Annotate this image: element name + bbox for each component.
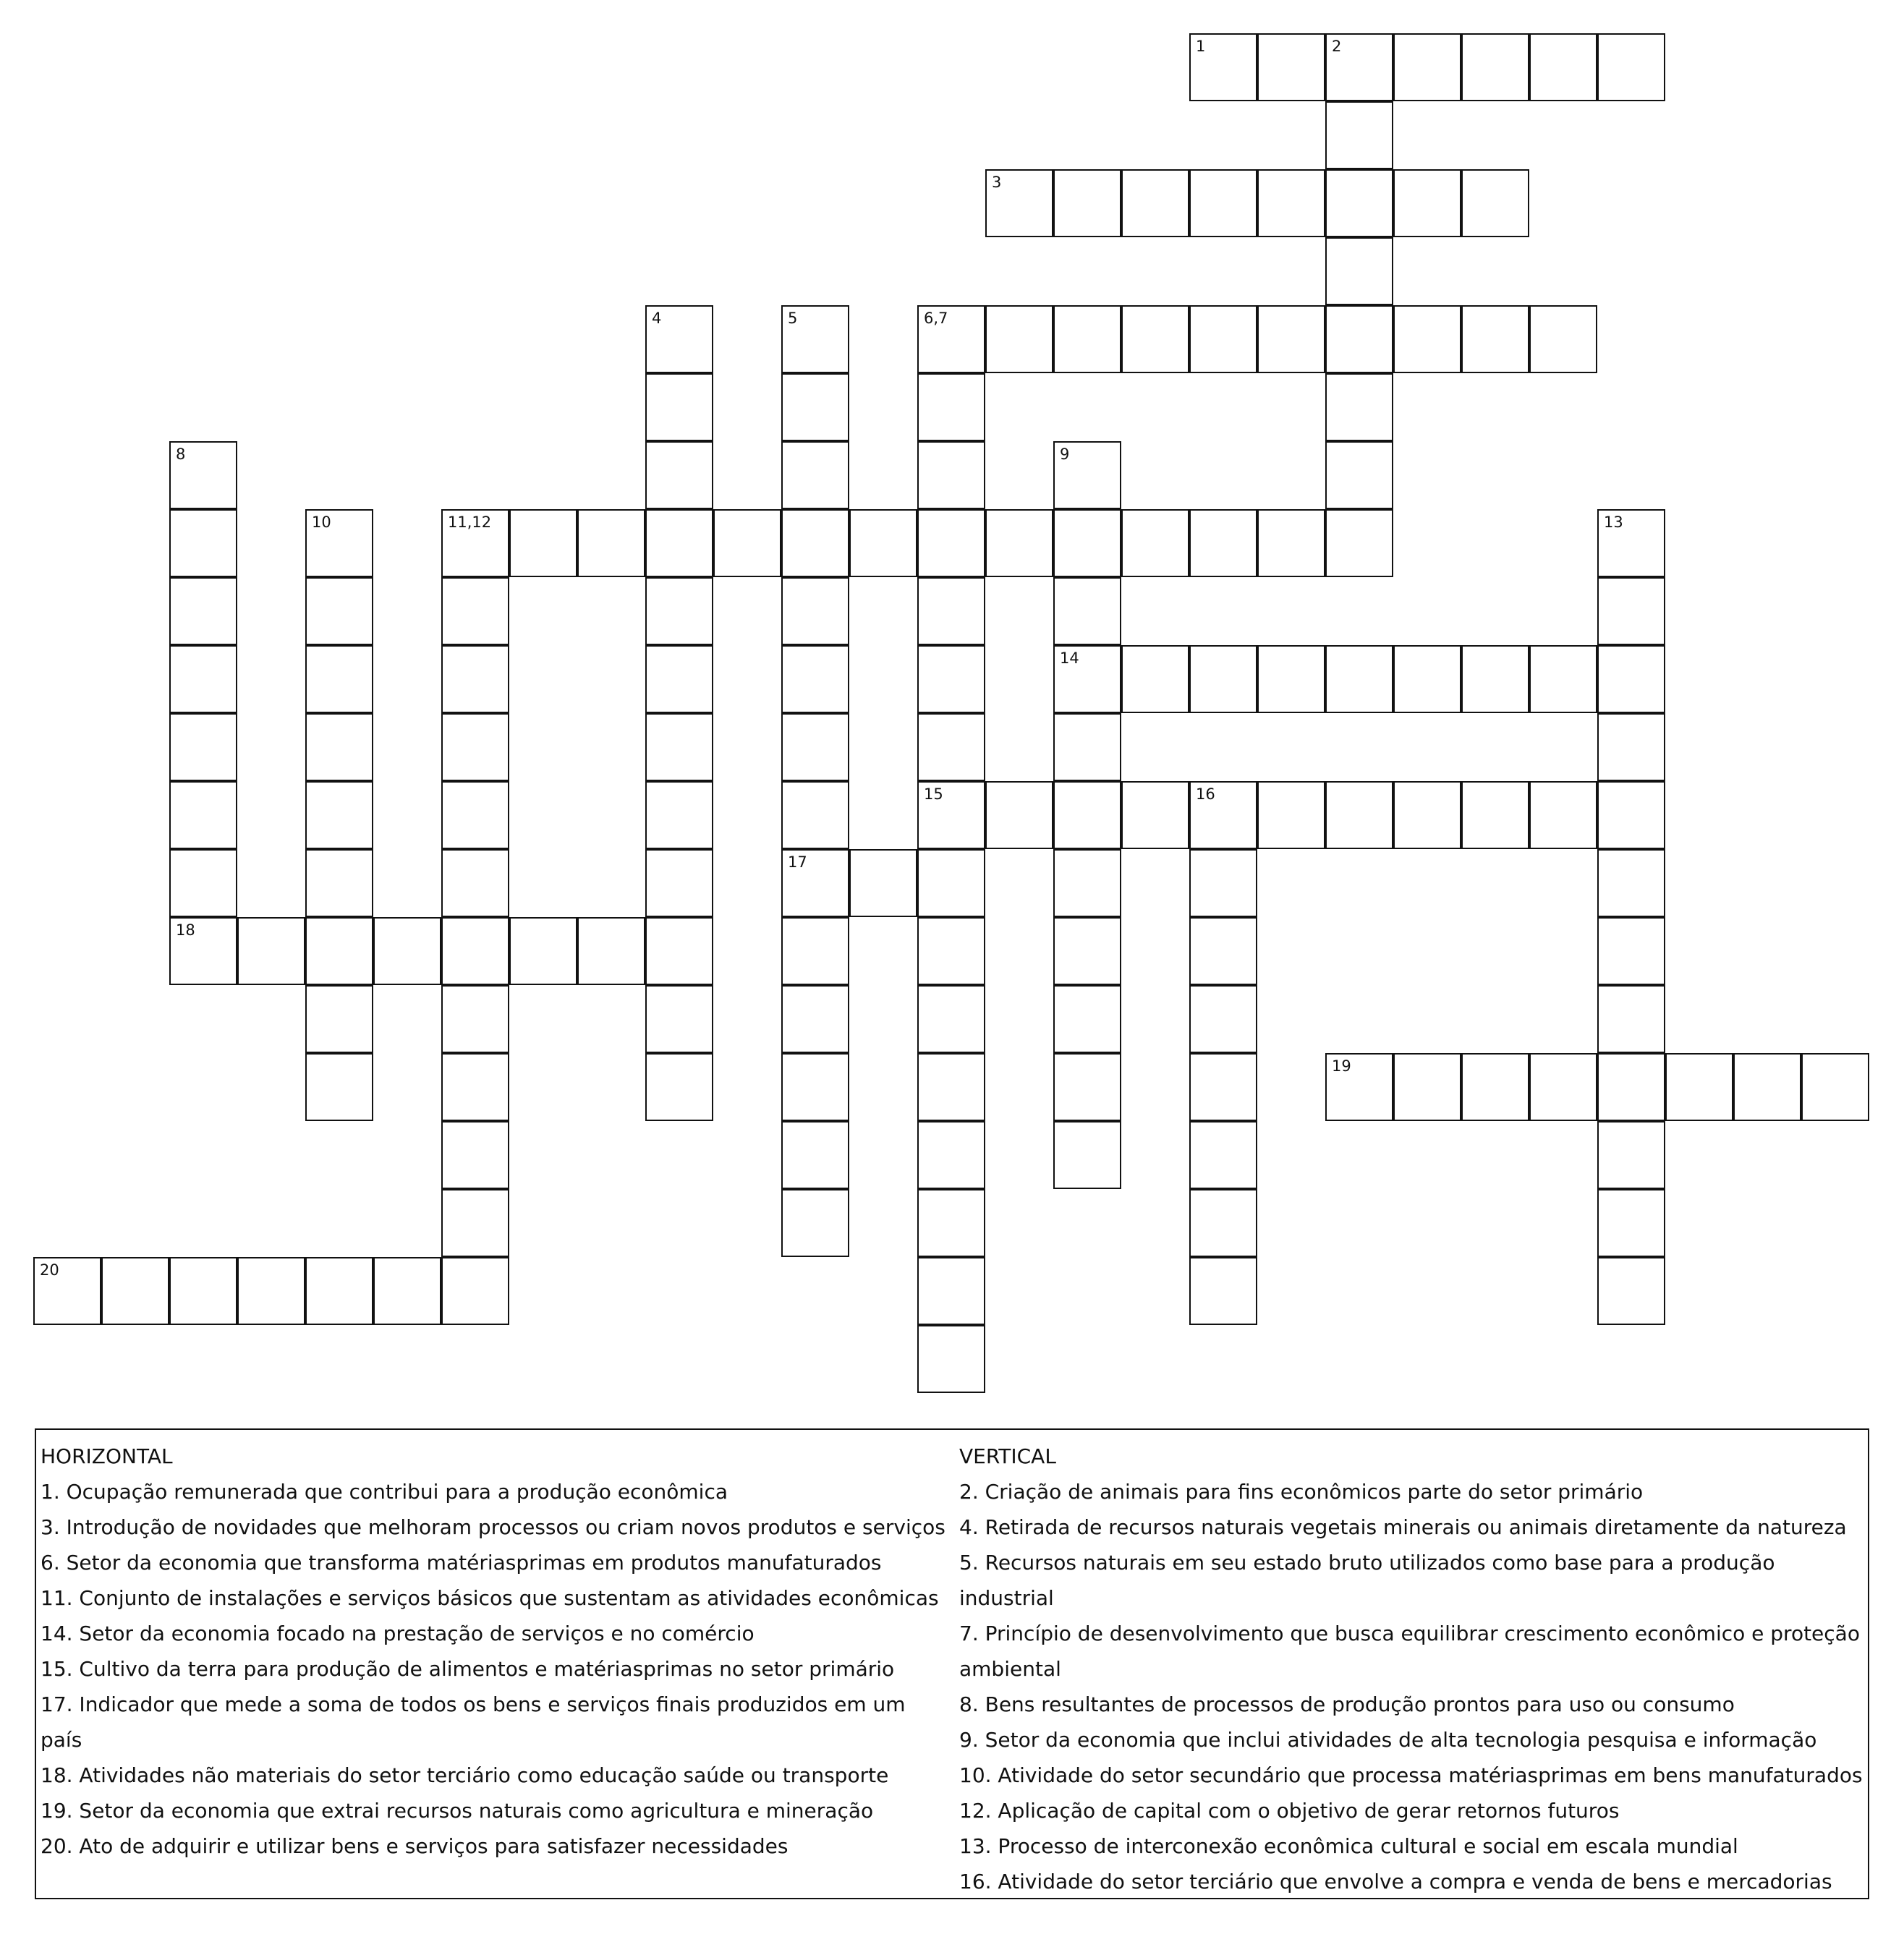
crossword-cell[interactable]: [1121, 169, 1189, 237]
crossword-cell[interactable]: [169, 849, 237, 917]
crossword-cell[interactable]: [781, 577, 849, 645]
crossword-cell[interactable]: [577, 509, 645, 577]
crossword-cell[interactable]: [1189, 781, 1257, 849]
crossword-cell[interactable]: [169, 713, 237, 781]
clue-number: 13: [1604, 514, 1623, 531]
crossword-cell[interactable]: [645, 577, 713, 645]
crossword-cell[interactable]: [781, 645, 849, 713]
crossword-cell[interactable]: [305, 849, 373, 917]
crossword-cell[interactable]: [781, 441, 849, 509]
crossword-cell[interactable]: [169, 781, 237, 849]
horizontal-clue: 14. Setor da economia focado na prestação de serviços e no comércio: [41, 1622, 755, 1645]
vertical-clue: 9. Setor da economia que inclui atividades de alta tecnologia pesquisa e informação: [959, 1728, 1817, 1752]
crossword-cell[interactable]: [917, 1121, 985, 1189]
crossword-cell[interactable]: [917, 577, 985, 645]
crossword-cell[interactable]: [237, 917, 305, 985]
crossword-cell[interactable]: [373, 917, 441, 985]
crossword-cell[interactable]: [917, 849, 985, 917]
crossword-cell[interactable]: [645, 917, 713, 985]
vertical-clue: 12. Aplicação de capital com o objetivo de gerar retornos futuros: [959, 1799, 1620, 1823]
crossword-cell[interactable]: [169, 509, 237, 577]
crossword-cell[interactable]: [1393, 781, 1461, 849]
crossword-cell[interactable]: [1189, 1121, 1257, 1189]
crossword-cell[interactable]: [441, 1257, 509, 1325]
crossword-cell[interactable]: [1461, 305, 1529, 373]
crossword-cell[interactable]: [441, 1121, 509, 1189]
crossword-cell[interactable]: [1121, 645, 1189, 713]
crossword-cell[interactable]: [985, 509, 1053, 577]
crossword-cell[interactable]: [1597, 849, 1665, 917]
horizontal-clue: 18. Atividades não materiais do setor terciário como educação saúde ou transporte: [41, 1763, 889, 1787]
crossword-cell[interactable]: [1325, 237, 1393, 305]
vertical-clue: 4. Retirada de recursos naturais vegetais minerais ou animais diretamente da natureza: [959, 1515, 1847, 1539]
crossword-cell[interactable]: [985, 305, 1053, 373]
crossword-cell[interactable]: [1121, 781, 1189, 849]
crossword-cell[interactable]: [917, 645, 985, 713]
crossword-cell[interactable]: [1189, 917, 1257, 985]
crossword-cell[interactable]: [917, 1257, 985, 1325]
crossword-cell[interactable]: [1257, 509, 1325, 577]
crossword-cell[interactable]: [1121, 509, 1189, 577]
crossword-cell[interactable]: [441, 1053, 509, 1121]
crossword-cell[interactable]: [781, 985, 849, 1053]
crossword-cell[interactable]: [1393, 169, 1461, 237]
clue-number: 6,7: [924, 310, 948, 327]
horizontal-clue: 20. Ato de adquirir e utilizar bens e serviços para satisfazer necessidades: [41, 1834, 789, 1858]
crossword-cell[interactable]: [781, 373, 849, 441]
crossword-cell[interactable]: [917, 917, 985, 985]
crossword-cell[interactable]: [1597, 1257, 1665, 1325]
clue-number: 2: [1332, 38, 1342, 55]
crossword-cell[interactable]: [1461, 169, 1529, 237]
crossword-cell[interactable]: [305, 917, 373, 985]
crossword-cell[interactable]: [917, 1189, 985, 1257]
crossword-cell[interactable]: [305, 577, 373, 645]
crossword-cell[interactable]: [169, 441, 237, 509]
crossword-cell[interactable]: [645, 985, 713, 1053]
crossword-cell[interactable]: [781, 713, 849, 781]
crossword-cell[interactable]: [917, 713, 985, 781]
crossword-cell[interactable]: [781, 305, 849, 373]
crossword-cell[interactable]: [1325, 441, 1393, 509]
crossword-cell[interactable]: [645, 373, 713, 441]
crossword-cell[interactable]: [1189, 1189, 1257, 1257]
crossword-cell[interactable]: [1053, 1053, 1121, 1121]
clue-number: 1: [1196, 38, 1206, 55]
horizontal-clue-list: [41, 1474, 952, 1864]
crossword-cell[interactable]: [1325, 101, 1393, 169]
crossword-cell[interactable]: [1597, 713, 1665, 781]
crossword-cell[interactable]: [1325, 645, 1393, 713]
horizontal-clue: 3. Introdução de novidades que melhoram processos ou criam novos produtos e serviços: [41, 1515, 945, 1539]
crossword-cell[interactable]: [1393, 1053, 1461, 1121]
crossword-cell[interactable]: [1053, 849, 1121, 917]
clues-box: [35, 1428, 1869, 1899]
crossword-cell[interactable]: [1325, 781, 1393, 849]
crossword-cell[interactable]: [1053, 917, 1121, 985]
crossword-cell[interactable]: [305, 713, 373, 781]
crossword-cell[interactable]: [1189, 33, 1257, 101]
crossword-cell[interactable]: [305, 781, 373, 849]
horizontal-clue: 19. Setor da economia que extrai recursos naturais como agricultura e mineração: [41, 1799, 874, 1823]
crossword-cell[interactable]: [1529, 781, 1597, 849]
crossword-cell[interactable]: [781, 1121, 849, 1189]
crossword-cell[interactable]: [985, 781, 1053, 849]
crossword-cell[interactable]: [1597, 917, 1665, 985]
crossword-cell[interactable]: [1597, 33, 1665, 101]
crossword-cell[interactable]: [1053, 781, 1121, 849]
crossword-cell[interactable]: [1053, 577, 1121, 645]
vertical-clue: 5. Recursos naturais em seu estado bruto utilizados como base para a produção industrial: [959, 1551, 1775, 1610]
crossword-cell[interactable]: [645, 509, 713, 577]
crossword-cell[interactable]: [1257, 781, 1325, 849]
crossword-cell[interactable]: [1325, 373, 1393, 441]
crossword-cell[interactable]: [849, 509, 917, 577]
crossword-cell[interactable]: [1325, 33, 1393, 101]
clue-number: 5: [788, 310, 798, 327]
crossword-cell[interactable]: [917, 1325, 985, 1393]
clue-number: 8: [176, 446, 186, 463]
crossword-cell[interactable]: [169, 1257, 237, 1325]
clue-number: 19: [1332, 1057, 1351, 1075]
crossword-cell[interactable]: [1325, 509, 1393, 577]
crossword-cell[interactable]: [509, 509, 577, 577]
crossword-cell[interactable]: [1597, 645, 1665, 713]
horizontal-clues: [41, 1439, 952, 1864]
crossword-cell[interactable]: [441, 577, 509, 645]
clue-number: 11,12: [448, 514, 492, 531]
crossword-cell[interactable]: [645, 1053, 713, 1121]
crossword-cell[interactable]: [1597, 509, 1665, 577]
crossword-cell[interactable]: [1393, 645, 1461, 713]
crossword-cell[interactable]: [101, 1257, 169, 1325]
crossword-cell[interactable]: [1597, 1189, 1665, 1257]
crossword-cell[interactable]: [169, 917, 237, 985]
crossword-cell[interactable]: [1393, 305, 1461, 373]
crossword-cell[interactable]: [441, 509, 509, 577]
crossword-cell[interactable]: [441, 917, 509, 985]
vertical-clue: 2. Criação de animais para fins econômicos parte do setor primário: [959, 1480, 1644, 1504]
crossword-cell[interactable]: [1597, 1053, 1665, 1121]
crossword-cell[interactable]: [1257, 33, 1325, 101]
crossword-cell[interactable]: [305, 985, 373, 1053]
crossword-cell[interactable]: [305, 645, 373, 713]
crossword-cell[interactable]: [645, 645, 713, 713]
crossword-cell[interactable]: [781, 781, 849, 849]
crossword-cell[interactable]: [1597, 1121, 1665, 1189]
crossword-cell[interactable]: [1461, 1053, 1529, 1121]
clue-number: 9: [1060, 446, 1070, 463]
crossword-cell[interactable]: [305, 509, 373, 577]
crossword-cell[interactable]: [305, 1257, 373, 1325]
crossword-cell[interactable]: [917, 781, 985, 849]
crossword-cell[interactable]: [373, 1257, 441, 1325]
crossword-cell[interactable]: [849, 849, 917, 917]
vertical-heading: VERTICAL: [959, 1444, 1056, 1468]
clue-number: 3: [992, 174, 1002, 191]
clue-number: 20: [40, 1261, 59, 1279]
horizontal-heading: HORIZONTAL: [41, 1444, 173, 1468]
clue-number: 15: [924, 785, 943, 803]
crossword-cell[interactable]: [1529, 645, 1597, 713]
vertical-clue: 16. Atividade do setor terciário que envolve a compra e venda de bens e mercadorias: [959, 1870, 1832, 1893]
crossword-cell[interactable]: [1121, 305, 1189, 373]
crossword-cell[interactable]: [713, 509, 781, 577]
crossword-cell[interactable]: [1529, 33, 1597, 101]
vertical-clue: 10. Atividade do setor secundário que processa matériasprimas em bens manufaturados: [959, 1763, 1863, 1787]
crossword-cell[interactable]: [1325, 1053, 1393, 1121]
crossword-cell[interactable]: [577, 917, 645, 985]
clue-number: 18: [176, 921, 195, 939]
vertical-clue: 8. Bens resultantes de processos de produção prontos para uso ou consumo: [959, 1692, 1735, 1716]
crossword-cell[interactable]: [441, 645, 509, 713]
crossword-cell[interactable]: [1529, 1053, 1597, 1121]
crossword-cell[interactable]: [1461, 645, 1529, 713]
crossword-cell[interactable]: [781, 1053, 849, 1121]
crossword-cell[interactable]: [1461, 33, 1529, 101]
crossword-cell[interactable]: [917, 985, 985, 1053]
crossword-cell[interactable]: [917, 509, 985, 577]
clue-number: 4: [652, 310, 662, 327]
crossword-cell[interactable]: [441, 781, 509, 849]
clue-number: 14: [1060, 649, 1079, 667]
crossword-cell[interactable]: [1053, 645, 1121, 713]
horizontal-clue: 1. Ocupação remunerada que contribui para a produção econômica: [41, 1480, 728, 1504]
crossword-cell[interactable]: [1053, 509, 1121, 577]
crossword-cell[interactable]: [1053, 713, 1121, 781]
crossword-cell[interactable]: [1597, 985, 1665, 1053]
crossword-cell[interactable]: [1461, 781, 1529, 849]
crossword-cell[interactable]: [1257, 645, 1325, 713]
clue-number: 16: [1196, 785, 1215, 803]
crossword-cell[interactable]: [305, 1053, 373, 1121]
crossword-cell[interactable]: [1801, 1053, 1869, 1121]
horizontal-clue: 17. Indicador que mede a soma de todos os bens e serviços finais produzidos em um país: [41, 1692, 906, 1752]
vertical-clue-list: [959, 1474, 1868, 1899]
crossword-cell[interactable]: [645, 781, 713, 849]
crossword-cell[interactable]: [1393, 33, 1461, 101]
crossword-cell[interactable]: [781, 917, 849, 985]
crossword-cell[interactable]: [1189, 849, 1257, 917]
crossword-cell[interactable]: [1733, 1053, 1801, 1121]
crossword-cell[interactable]: [917, 441, 985, 509]
crossword-cell[interactable]: [645, 441, 713, 509]
crossword-cell[interactable]: [917, 373, 985, 441]
crossword-cell[interactable]: [1257, 169, 1325, 237]
crossword-cell[interactable]: [1325, 169, 1393, 237]
crossword-cell[interactable]: [1189, 305, 1257, 373]
crossword-cell[interactable]: [1053, 1121, 1121, 1189]
crossword-cell[interactable]: [1665, 1053, 1733, 1121]
crossword-cell[interactable]: [1529, 305, 1597, 373]
crossword-cell[interactable]: [1257, 305, 1325, 373]
crossword-cell[interactable]: [441, 713, 509, 781]
vertical-clue: 7. Princípio de desenvolvimento que busca equilibrar crescimento econômico e proteção ambiental: [959, 1622, 1860, 1681]
crossword-cell[interactable]: [1053, 985, 1121, 1053]
horizontal-clue: 6. Setor da economia que transforma matériasprimas em produtos manufaturados: [41, 1551, 882, 1575]
vertical-clue: 13. Processo de interconexão econômica cultural e social em escala mundial: [959, 1834, 1738, 1858]
crossword-cell[interactable]: [781, 1189, 849, 1257]
crossword-cell[interactable]: [645, 713, 713, 781]
vertical-clues: [959, 1439, 1868, 1899]
crossword-cell[interactable]: [1189, 169, 1257, 237]
crossword-cell[interactable]: [1189, 985, 1257, 1053]
crossword-cell[interactable]: [1325, 305, 1393, 373]
crossword-cell[interactable]: [781, 509, 849, 577]
crossword-cell[interactable]: [441, 1189, 509, 1257]
crossword-cell[interactable]: [1597, 577, 1665, 645]
crossword-cell[interactable]: [1053, 169, 1121, 237]
crossword-cell[interactable]: [917, 305, 985, 373]
clue-number: 10: [312, 514, 331, 531]
crossword-cell[interactable]: [1189, 645, 1257, 713]
crossword-cell[interactable]: [441, 985, 509, 1053]
crossword-cell[interactable]: [1597, 781, 1665, 849]
horizontal-clue: 11. Conjunto de instalações e serviços básicos que sustentam as atividades econômicas: [41, 1586, 939, 1610]
crossword-cell[interactable]: [169, 645, 237, 713]
crossword-cell[interactable]: [1189, 509, 1257, 577]
crossword-cell[interactable]: [917, 1053, 985, 1121]
crossword-cell[interactable]: [985, 169, 1053, 237]
crossword-cell[interactable]: [645, 305, 713, 373]
crossword-cell[interactable]: [237, 1257, 305, 1325]
crossword-cell[interactable]: [441, 849, 509, 917]
horizontal-clue: 15. Cultivo da terra para produção de alimentos e matériasprimas no setor primário: [41, 1657, 895, 1681]
crossword-cell[interactable]: [1189, 1257, 1257, 1325]
crossword-cell[interactable]: [781, 849, 849, 917]
clue-number: 17: [788, 853, 807, 871]
crossword-cell[interactable]: [645, 849, 713, 917]
crossword-cell[interactable]: [33, 1257, 101, 1325]
crossword-cell[interactable]: [509, 917, 577, 985]
crossword-cell[interactable]: [169, 577, 237, 645]
crossword-cell[interactable]: [1189, 1053, 1257, 1121]
crossword-cell[interactable]: [1053, 305, 1121, 373]
crossword-cell[interactable]: [1053, 441, 1121, 509]
